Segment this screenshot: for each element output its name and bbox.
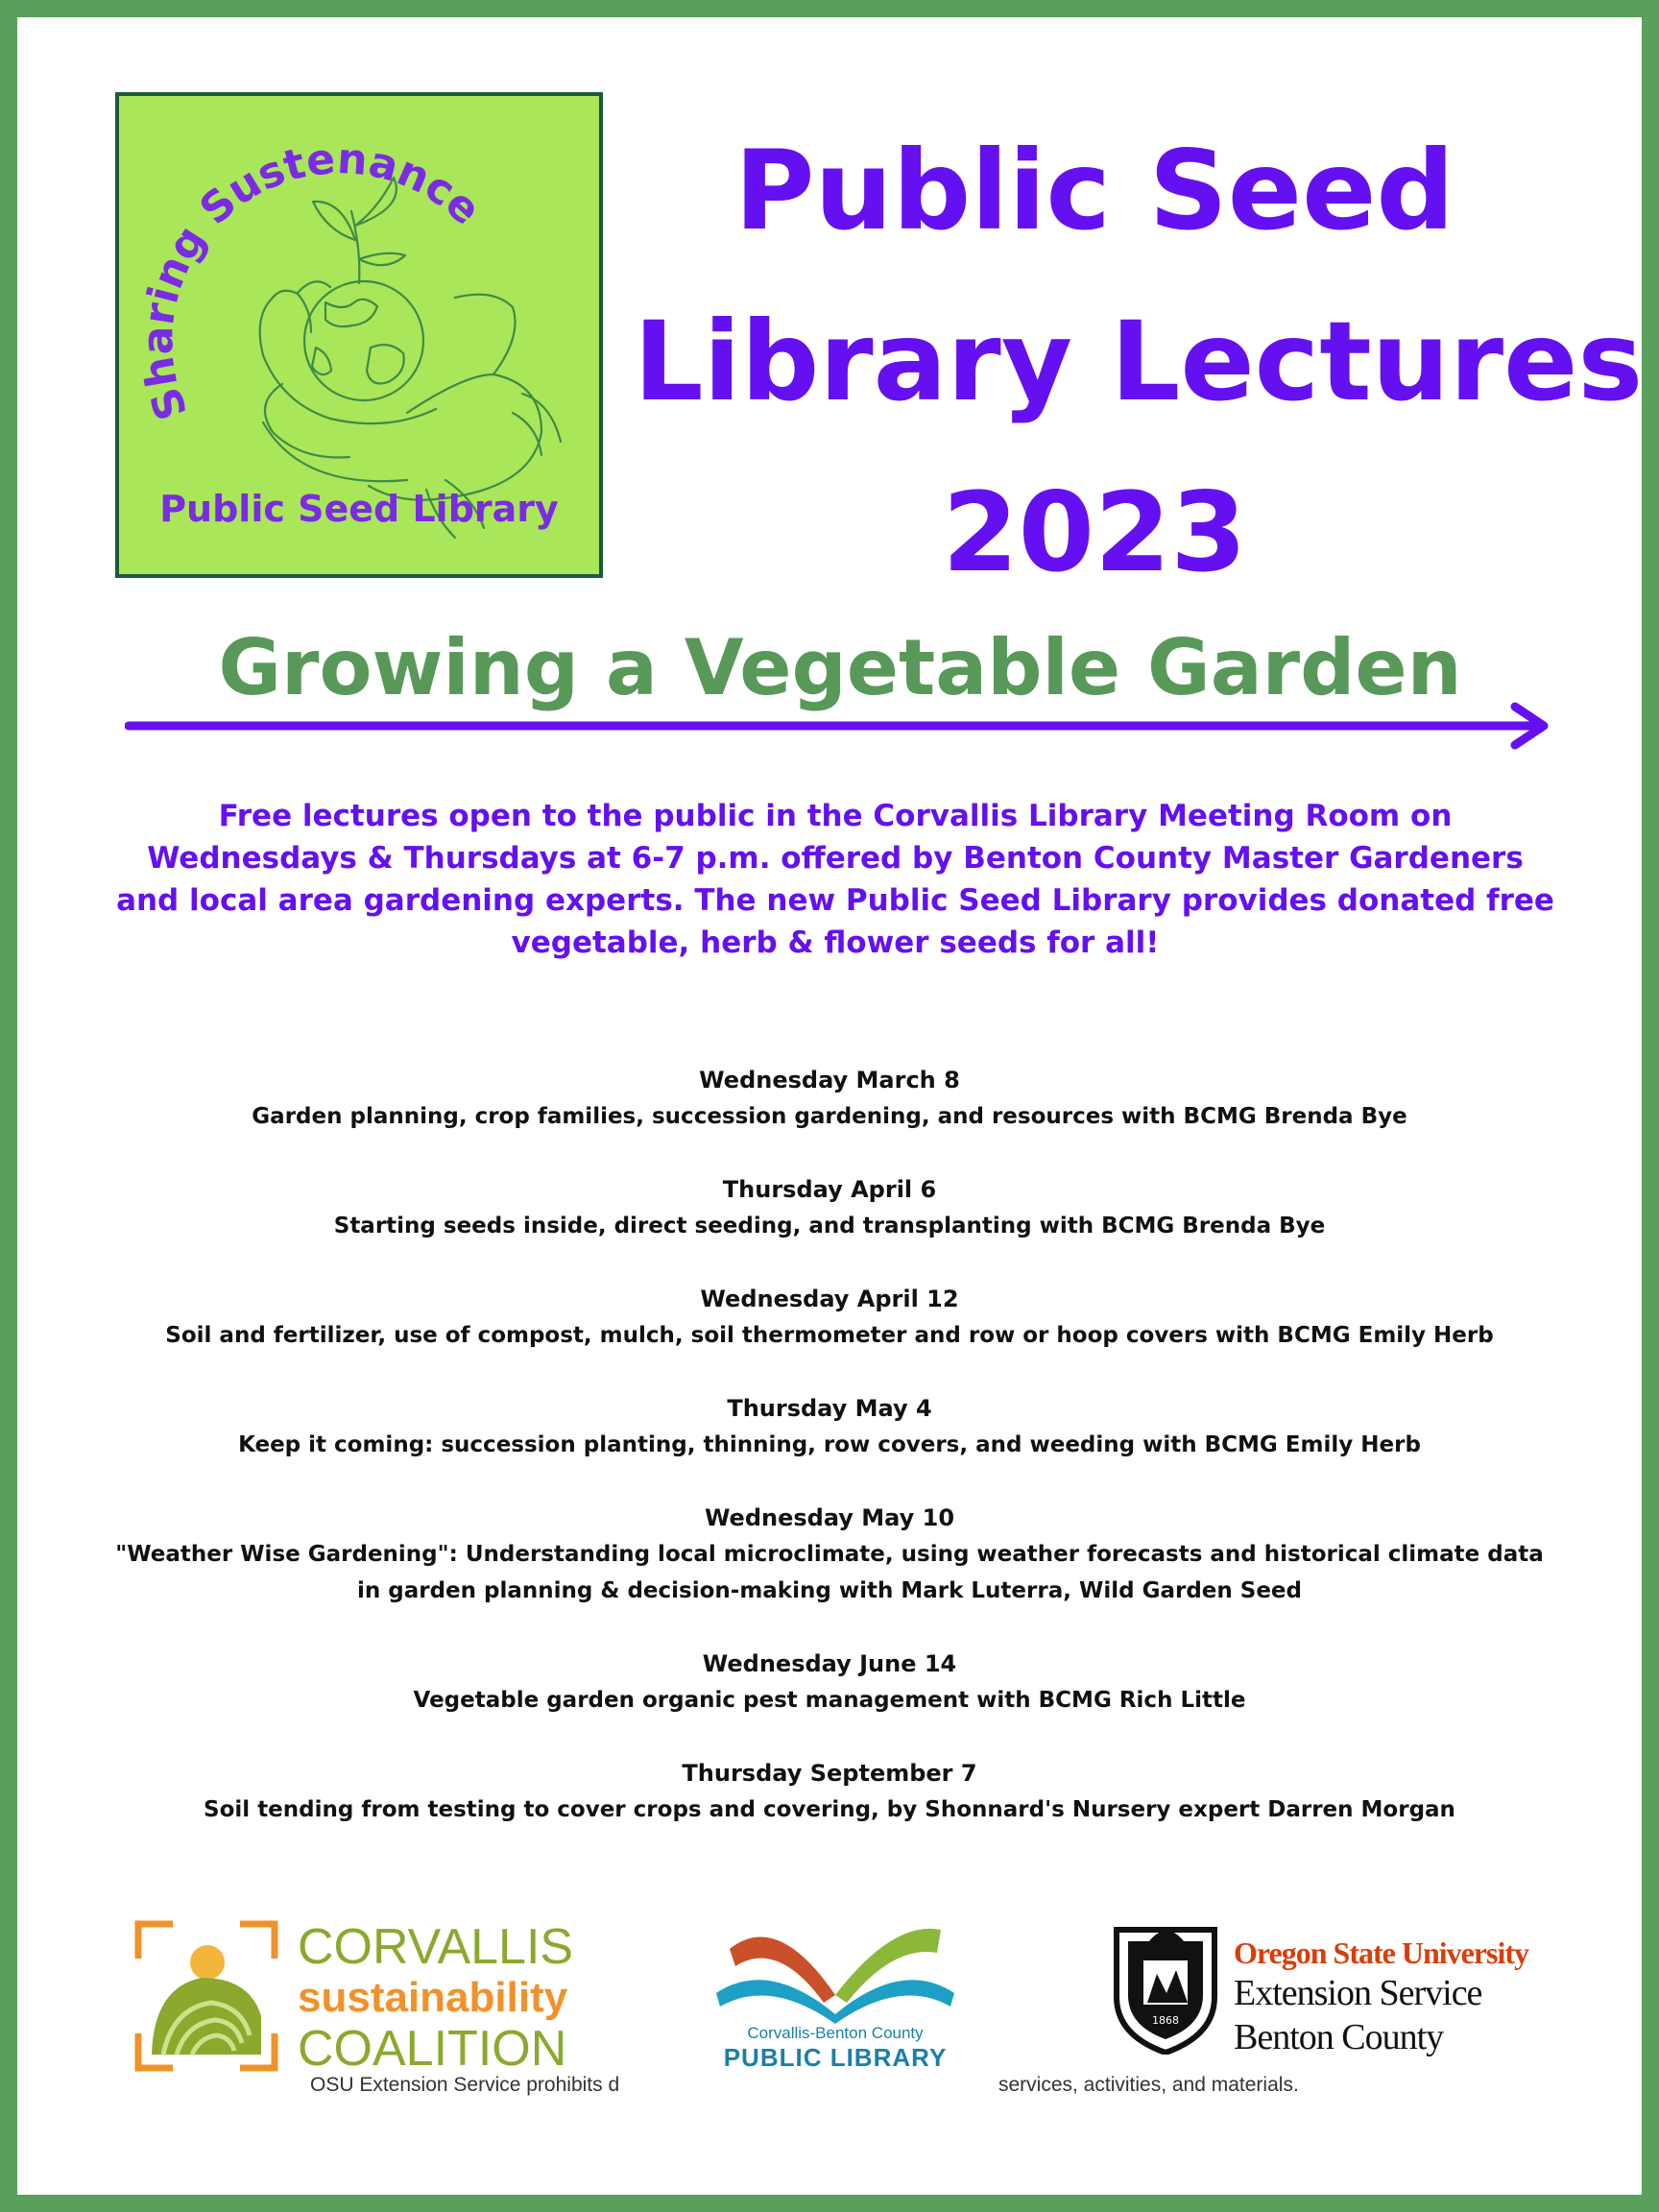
lecture-description: Vegetable garden organic pest management with BCMG Rich Little bbox=[413, 1688, 1246, 1713]
library-line-1: Corvallis-Benton County bbox=[747, 2024, 924, 2042]
page-title bbox=[634, 106, 1644, 618]
osu-extension-logo bbox=[1109, 1911, 1589, 2074]
corvallis-sustainability-coalition-logo bbox=[134, 1919, 576, 2077]
lecture-date: Thursday September 7 bbox=[682, 1760, 977, 1787]
logo-label: Public Seed Library bbox=[159, 488, 559, 530]
lecture-item bbox=[38, 1062, 1621, 1135]
csc-line-1: CORVALLIS bbox=[298, 1919, 574, 1975]
lecture-date: Thursday May 4 bbox=[727, 1395, 932, 1422]
osu-name: Oregon State University bbox=[1234, 1936, 1529, 1970]
osu-line-2: Benton County bbox=[1234, 2017, 1444, 2057]
library-line-2: PUBLIC LIBRARY bbox=[723, 2043, 948, 2072]
lecture-description: Garden planning, crop families, succession gardening, and resources with BCMG Brenda Bye bbox=[252, 1104, 1407, 1129]
open-book-icon bbox=[710, 1911, 960, 2024]
csc-line-2: sustainability bbox=[298, 1974, 568, 2021]
lecture-date: Wednesday March 8 bbox=[699, 1067, 960, 1094]
lecture-description: in garden planning & decision-making with Mark Luterra, Wild Garden Seed bbox=[357, 1578, 1302, 1603]
intro-paragraph: Free lectures open to the public in the Corvallis Library Meeting Room on Wednesdays & Thursdays at 6-7 p.m. offered by Benton County Master Gardeners and local area gardening experts. The new Public Seed Library provides donated free vegetable, herb & flower seeds for all! bbox=[116, 799, 1554, 960]
lecture-date: Wednesday May 10 bbox=[704, 1504, 955, 1531]
seal-year: 1868 bbox=[1152, 2014, 1179, 2027]
title-line-3: 2023 bbox=[942, 469, 1247, 596]
lecture-description: Soil tending from testing to cover crops and covering, by Shonnard's Nursery expert Darren Morgan bbox=[204, 1797, 1455, 1822]
lecture-item bbox=[38, 1755, 1621, 1828]
csc-line-3: COALITION bbox=[298, 2021, 567, 2077]
lecture-item bbox=[38, 1281, 1621, 1354]
arrow-right-icon bbox=[125, 701, 1555, 751]
lecture-item bbox=[38, 1390, 1621, 1463]
title-line-2: Library Lectures bbox=[634, 298, 1644, 425]
lecture-description: "Weather Wise Gardening": Understanding local microclimate, using weather forecasts and historical climate data bbox=[115, 1542, 1544, 1567]
lecture-item bbox=[38, 1646, 1621, 1719]
public-library-logo bbox=[710, 1911, 960, 2074]
lecture-description: Soil and fertilizer, use of compost, mulch, soil thermometer and row or hoop covers with BCMG Emily Herb bbox=[165, 1323, 1494, 1348]
lecture-date: Wednesday June 14 bbox=[702, 1650, 957, 1677]
osu-line-1: Extension Service bbox=[1234, 1973, 1482, 2013]
lecture-item bbox=[38, 1500, 1621, 1609]
lecture-description: Starting seeds inside, direct seeding, and transplanting with BCMG Brenda Bye bbox=[333, 1214, 1326, 1238]
arc-text: Sharing Sustenance bbox=[133, 133, 491, 426]
notice-left: OSU Extension Service prohibits d bbox=[310, 2074, 620, 2096]
coalition-emblem-icon bbox=[134, 1920, 278, 2074]
lecture-description: Keep it coming: succession planting, thinning, row covers, and weeding with BCMG Emily Herb bbox=[238, 1432, 1421, 1457]
subtitle: Growing a Vegetable Garden bbox=[218, 623, 1462, 712]
lecture-date: Wednesday April 12 bbox=[700, 1286, 959, 1312]
title-line-1: Public Seed bbox=[733, 127, 1455, 254]
notice-right: services, activities, and materials. bbox=[998, 2074, 1299, 2096]
seed-library-logo bbox=[115, 92, 603, 578]
lecture-item bbox=[38, 1171, 1621, 1244]
lecture-date: Thursday April 6 bbox=[722, 1176, 937, 1203]
lecture-schedule bbox=[38, 1062, 1621, 1864]
osu-seal-icon bbox=[1109, 1911, 1222, 2055]
